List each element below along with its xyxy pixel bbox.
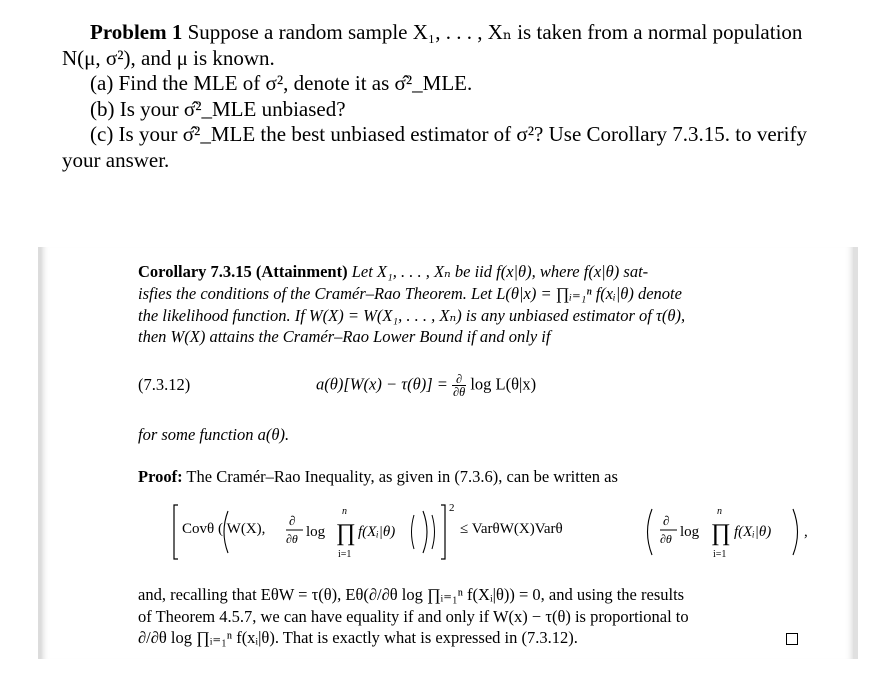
equation-lhs: a(θ)[W(x) − τ(θ)] = [316,374,448,394]
svg-text:∂θ: ∂θ [660,532,672,546]
for-some-function: for some function a(θ). [138,425,290,444]
inequality-mid: ≤ VarθW(X)Varθ [460,521,563,537]
proof-conclusion-3: ∂/∂θ log ∏ᵢ₌₁ⁿ f(xᵢ|θ). That is exactly what is expressed in (7.3.12). [138,628,578,647]
svg-text:f(Xᵢ|θ): f(Xᵢ|θ) [358,524,396,540]
corollary-line-1: Let X₁, . . . , Xₙ be iid f(x|θ), where f(x|θ) sat- [351,262,649,281]
problem-part-c: (c) Is your σ̂²_MLE the best unbiased estimator of σ²? Use Corollary 7.3.15. to verify [90,122,807,146]
problem-intro: Suppose a random sample X₁, . . . , Xₙ is taken from a normal population [187,20,803,44]
qed-square-icon [786,633,798,645]
svg-text:∏: ∏ [336,520,356,546]
svg-text:i=1: i=1 [713,549,727,560]
problem-part-c-cont: your answer. [62,147,170,172]
corollary-line-2: isfies the conditions of the Cramér–Rao Theorem. Let L(θ|x) = ∏ᵢ₌₁ⁿ f(xᵢ|θ) denote [138,283,682,303]
svg-text:2: 2 [449,502,455,514]
problem-title: Problem 1 [90,20,183,44]
partial-derivative-fraction: $\frac{\partial}{\partial\theta}$ [453,372,466,400]
corollary-line-4: then W(X) attains the Cramér–Rao Lower Bound if and only if [138,327,551,347]
proof-label: Proof: [138,467,183,486]
corollary-screenshot [38,247,858,659]
equation-number: (7.3.12) [138,375,191,394]
equation-7-3-12 [138,373,793,399]
proof-conclusion [138,584,793,649]
cramer-rao-inequality [138,497,818,567]
inequality-left: Covθ ( W(X), [182,521,266,537]
proof-conclusion-1: and, recalling that EθW = τ(θ), Eθ(∂/∂θ log ∏ᵢ₌₁ⁿ f(Xᵢ|θ)) = 0, and using the results [138,585,685,604]
problem-intro-2: N(μ, σ²), and μ is known. [62,45,275,70]
corollary-line-3: the likelihood function. If W(X) = W(X₁, . . . , Xₙ) is any unbiased estimator of τ(θ), [138,305,686,325]
problem-part-b: (b) Is your σ̂²_MLE unbiased? [90,96,346,121]
problem-statement [62,20,882,173]
svg-text:i=1: i=1 [338,549,352,560]
proof-intro [138,467,793,487]
equation-rhs: log L(θ|x) [470,374,537,394]
svg-text:,: , [804,524,808,540]
proof-text: The Cramér–Rao Inequality, as given in (7.3.6), can be written as [186,467,618,486]
proof-conclusion-2: of Theorem 4.5.7, we can have equality if and only if W(x) − τ(θ) is proportional to [138,606,689,626]
svg-text:n: n [717,506,722,517]
svg-text:∂: ∂ [289,513,296,528]
svg-text:n: n [342,506,347,517]
corollary-statement [138,261,793,348]
svg-text:log: log [306,524,326,540]
svg-text:∂: ∂ [663,513,670,528]
problem-part-a: (a) Find the MLE of σ², denote it as σ̂²_MLE. [90,71,473,95]
corollary-heading: Corollary 7.3.15 (Attainment) [138,262,348,281]
svg-text:f(Xᵢ|θ): f(Xᵢ|θ) [734,524,772,540]
equation-body [316,373,536,399]
svg-text:∂θ: ∂θ [286,532,298,546]
svg-text:log: log [680,524,700,540]
svg-text:∏: ∏ [711,520,731,546]
